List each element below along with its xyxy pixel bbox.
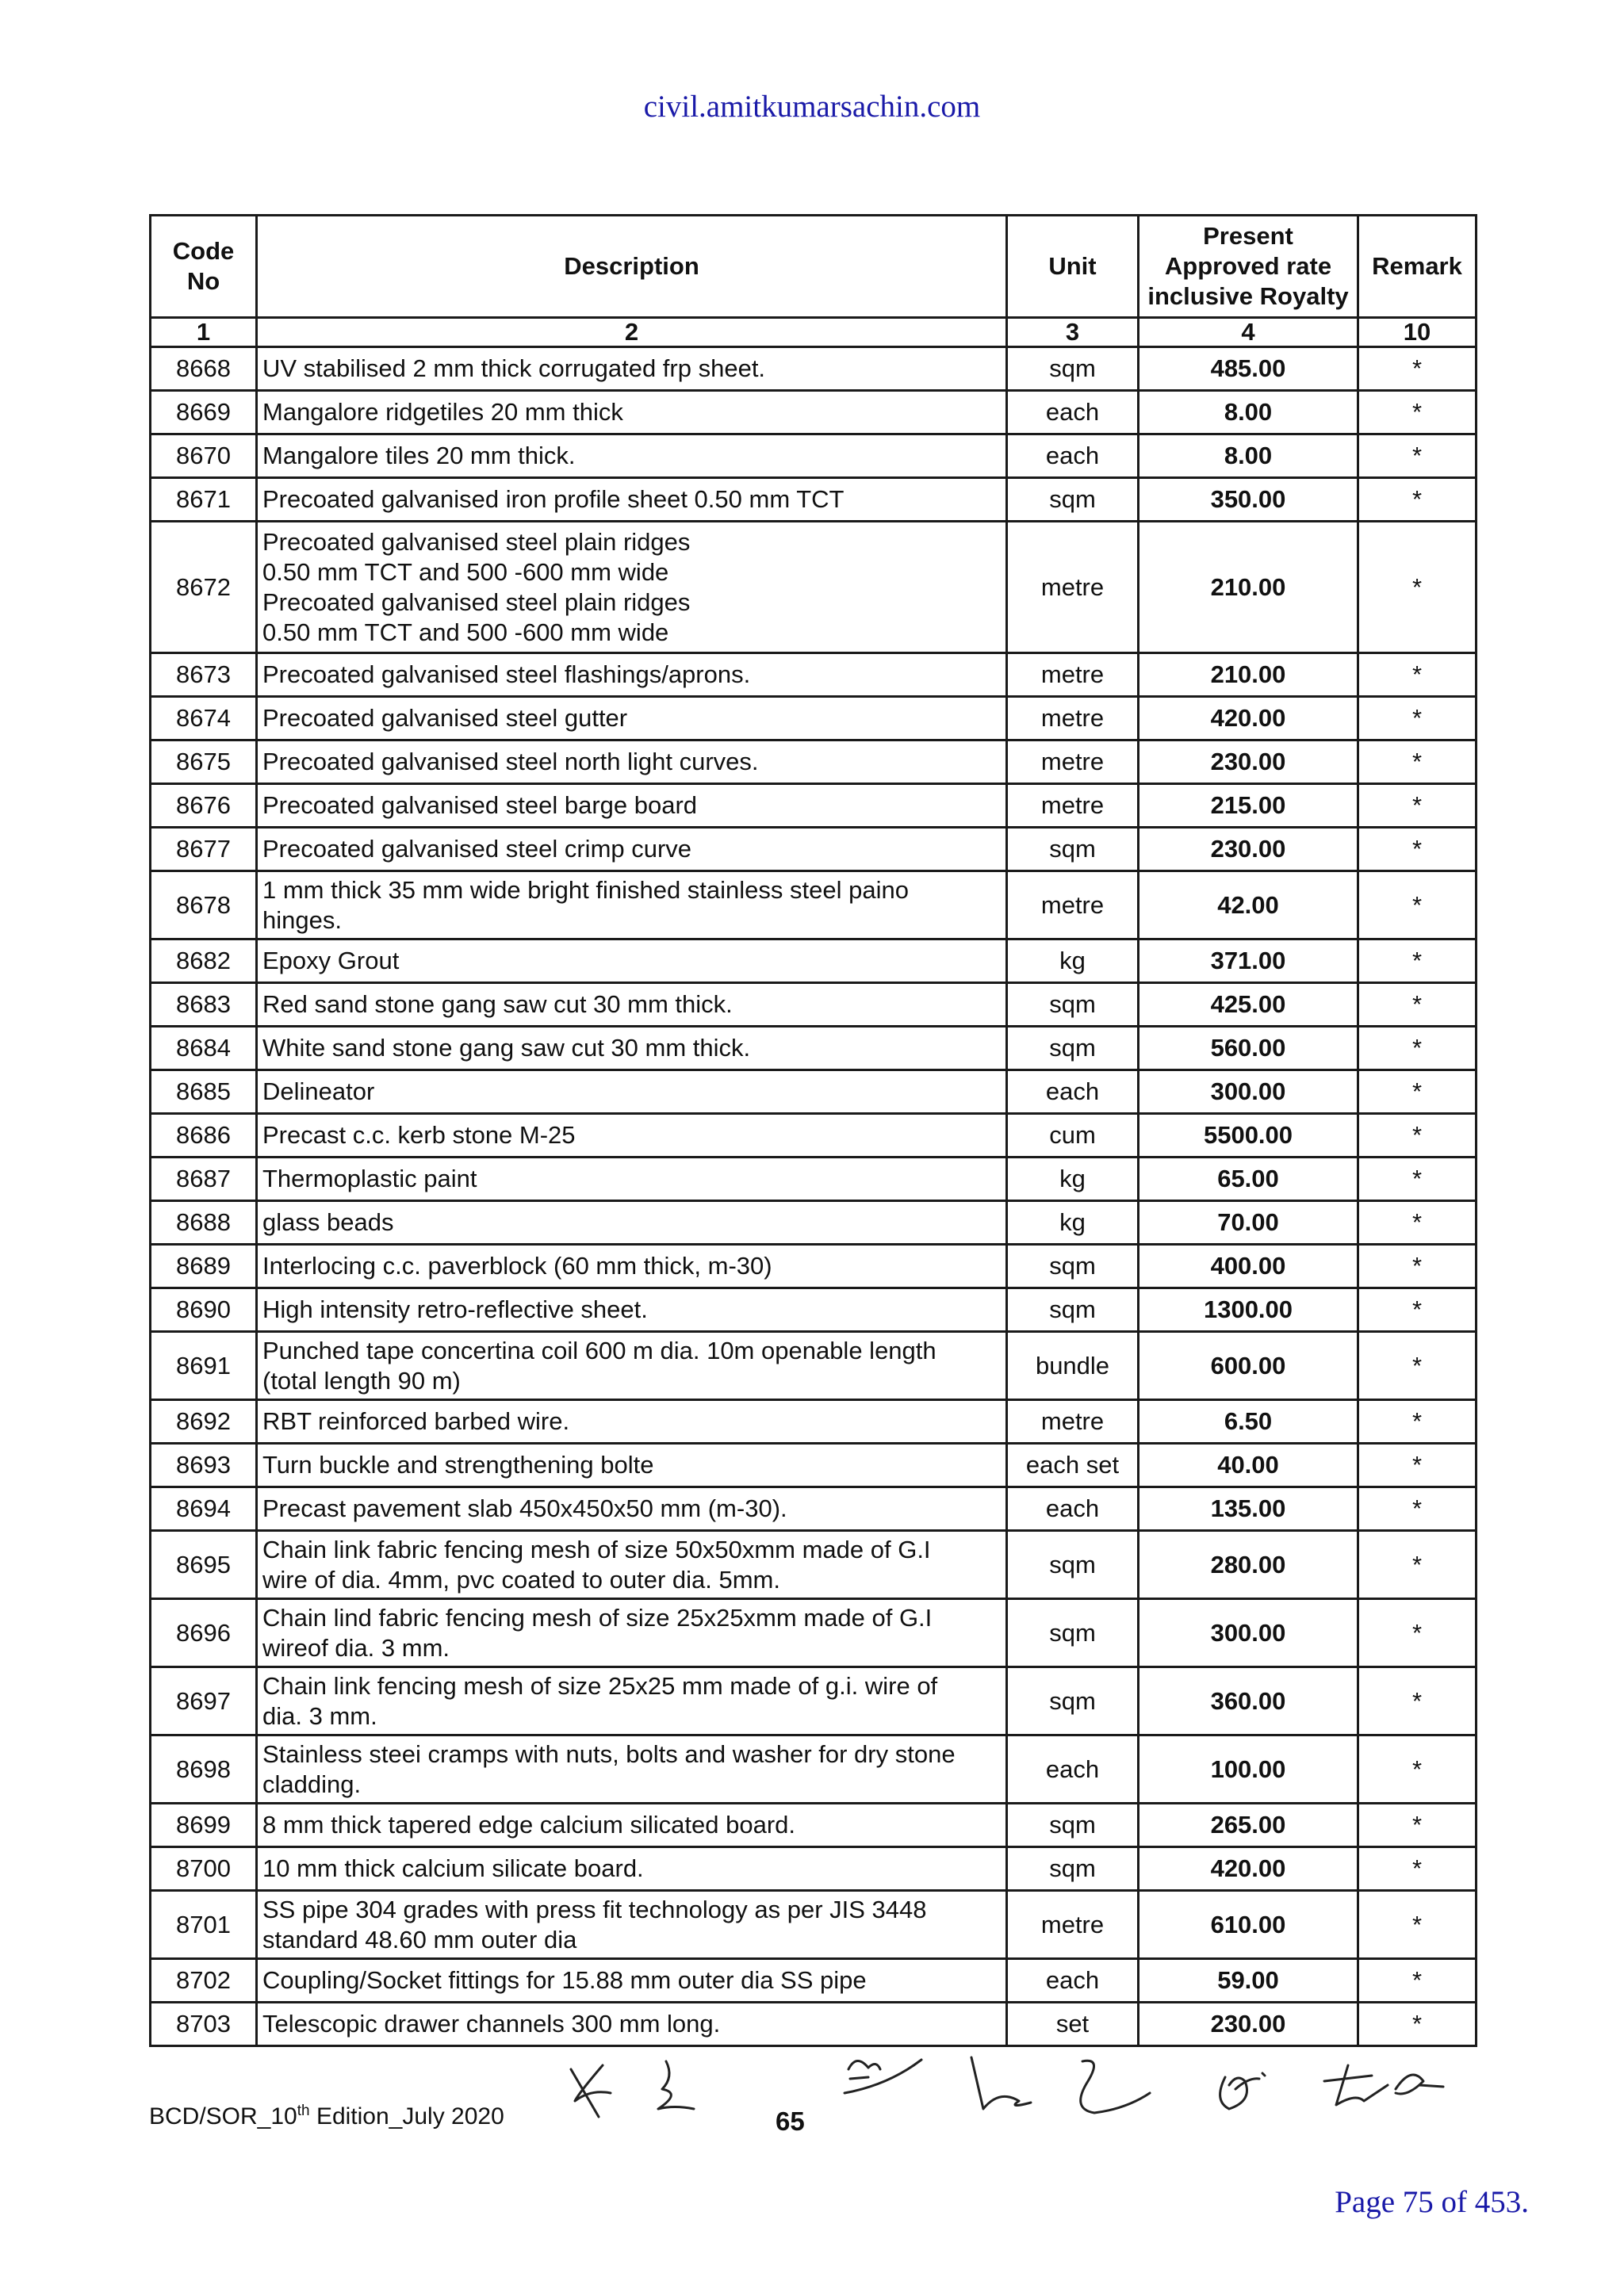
rate-cell: 560.00	[1139, 1027, 1358, 1070]
remark-cell: *	[1358, 478, 1477, 522]
description-cell	[257, 1400, 1007, 1444]
description-line: UV stabilised 2 mm thick corrugated frp sheet.	[262, 354, 766, 382]
description-cell	[257, 391, 1007, 434]
remark-cell: *	[1358, 697, 1477, 740]
rate-cell: 5500.00	[1139, 1114, 1358, 1158]
unit-cell: each	[1007, 1487, 1139, 1531]
description-line: 10 mm thick calcium silicate board.	[262, 1854, 644, 1882]
description-cell	[257, 828, 1007, 871]
unit-cell: metre	[1007, 871, 1139, 939]
description-line: Punched tape concertina coil 600 m dia. 10m openable length	[262, 1336, 936, 1364]
table-row	[151, 784, 1477, 828]
description-line: Precoated galvanised iron profile sheet 0.50 mm TCT	[262, 485, 845, 513]
rate-cell: 610.00	[1139, 1891, 1358, 1959]
rate-cell: 360.00	[1139, 1667, 1358, 1735]
table-row	[151, 1201, 1477, 1245]
description-cell	[257, 871, 1007, 939]
col-number: 4	[1139, 318, 1358, 347]
description-line: Precast c.c. kerb stone M-25	[262, 1121, 576, 1149]
signature-2	[658, 2061, 694, 2109]
description-line: Precoated galvanised steel barge board	[262, 791, 698, 819]
remark-cell: *	[1358, 828, 1477, 871]
description-line: dia. 3 mm.	[262, 1701, 377, 1730]
remark-cell: *	[1358, 522, 1477, 653]
code-cell: 8685	[151, 1070, 257, 1114]
rate-cell: 8.00	[1139, 391, 1358, 434]
code-cell: 8697	[151, 1667, 257, 1735]
description-cell	[257, 740, 1007, 784]
description-cell	[257, 1735, 1007, 1804]
unit-cell: each	[1007, 1959, 1139, 2003]
description-line: 0.50 mm TCT and 500 -600 mm wide	[262, 618, 669, 646]
table-row	[151, 434, 1477, 478]
description-cell	[257, 1959, 1007, 2003]
unit-cell: sqm	[1007, 828, 1139, 871]
signature-5	[1081, 2061, 1150, 2113]
rate-cell: 1300.00	[1139, 1288, 1358, 1332]
description-cell	[257, 478, 1007, 522]
description-line: Coupling/Socket fittings for 15.88 mm outer dia SS pipe	[262, 1966, 867, 1994]
description-line: RBT reinforced barbed wire.	[262, 1407, 570, 1435]
rate-cell: 6.50	[1139, 1400, 1358, 1444]
remark-cell: *	[1358, 1245, 1477, 1288]
rate-cell: 420.00	[1139, 1847, 1358, 1891]
table-row	[151, 983, 1477, 1027]
col-number: 10	[1358, 318, 1477, 347]
remark-cell: *	[1358, 871, 1477, 939]
description-line: Chain link fencing mesh of size 25x25 mm made of g.i. wire of	[262, 1671, 938, 1700]
table-row	[151, 1804, 1477, 1847]
col-header-rate: Present Approved rate inclusive Royalty	[1139, 216, 1358, 318]
description-cell	[257, 1804, 1007, 1847]
rate-cell: 485.00	[1139, 347, 1358, 391]
code-cell: 8698	[151, 1735, 257, 1804]
code-cell: 8684	[151, 1027, 257, 1070]
unit-cell: sqm	[1007, 1027, 1139, 1070]
unit-cell: each	[1007, 434, 1139, 478]
description-cell	[257, 2003, 1007, 2046]
rate-cell: 100.00	[1139, 1735, 1358, 1804]
remark-cell: *	[1358, 1114, 1477, 1158]
column-number-row	[151, 318, 1477, 347]
rate-cell: 350.00	[1139, 478, 1358, 522]
col-number: 2	[257, 318, 1007, 347]
description-line: Precoated galvanised steel flashings/aprons.	[262, 660, 751, 688]
code-cell: 8689	[151, 1245, 257, 1288]
table-row	[151, 1667, 1477, 1735]
col-header-unit: Unit	[1007, 216, 1139, 318]
description-cell	[257, 1201, 1007, 1245]
description-line: White sand stone gang saw cut 30 mm thick.	[262, 1034, 751, 1062]
description-line: (total length 90 m)	[262, 1366, 461, 1395]
header-row	[151, 216, 1477, 318]
unit-cell: each	[1007, 1070, 1139, 1114]
description-line: Chain link fabric fencing mesh of size 50x50xmm made of G.I	[262, 1535, 931, 1563]
code-cell: 8674	[151, 697, 257, 740]
rate-cell: 135.00	[1139, 1487, 1358, 1531]
remark-cell: *	[1358, 1444, 1477, 1487]
table-body	[151, 347, 1477, 2046]
code-cell: 8691	[151, 1332, 257, 1400]
description-cell	[257, 697, 1007, 740]
unit-cell: metre	[1007, 784, 1139, 828]
remark-cell: *	[1358, 740, 1477, 784]
rate-cell: 230.00	[1139, 828, 1358, 871]
unit-cell: kg	[1007, 939, 1139, 983]
col-number: 3	[1007, 318, 1139, 347]
code-cell: 8693	[151, 1444, 257, 1487]
code-cell: 8702	[151, 1959, 257, 2003]
remark-cell: *	[1358, 2003, 1477, 2046]
unit-cell: sqm	[1007, 1847, 1139, 1891]
table-row	[151, 522, 1477, 653]
description-cell	[257, 1891, 1007, 1959]
code-cell: 8673	[151, 653, 257, 697]
rate-cell: 420.00	[1139, 697, 1358, 740]
rate-cell: 371.00	[1139, 939, 1358, 983]
unit-cell: sqm	[1007, 1599, 1139, 1667]
rate-cell: 300.00	[1139, 1599, 1358, 1667]
unit-cell: metre	[1007, 697, 1139, 740]
code-cell: 8670	[151, 434, 257, 478]
signature-7	[1324, 2065, 1443, 2105]
unit-cell: sqm	[1007, 1288, 1139, 1332]
signature-1	[571, 2065, 611, 2117]
description-line: Precoated galvanised steel gutter	[262, 704, 628, 732]
remark-cell: *	[1358, 939, 1477, 983]
description-cell	[257, 983, 1007, 1027]
code-cell: 8701	[151, 1891, 257, 1959]
remark-cell: *	[1358, 391, 1477, 434]
remark-cell: *	[1358, 983, 1477, 1027]
unit-cell: sqm	[1007, 983, 1139, 1027]
remark-cell: *	[1358, 1027, 1477, 1070]
code-cell: 8671	[151, 478, 257, 522]
code-cell: 8703	[151, 2003, 257, 2046]
description-cell	[257, 1158, 1007, 1201]
description-line: Turn buckle and strengthening bolte	[262, 1451, 654, 1479]
unit-cell: metre	[1007, 740, 1139, 784]
remark-cell: *	[1358, 1288, 1477, 1332]
table-row	[151, 347, 1477, 391]
description-line: High intensity retro-reflective sheet.	[262, 1295, 648, 1323]
description-line: Mangalore tiles 20 mm thick.	[262, 442, 576, 469]
description-line: Chain lind fabric fencing mesh of size 25x25xmm made of G.I	[262, 1603, 933, 1632]
description-line: wireof dia. 3 mm.	[262, 1633, 450, 1662]
table-row	[151, 1599, 1477, 1667]
description-line: glass beads	[262, 1208, 394, 1236]
description-cell	[257, 1531, 1007, 1599]
rate-cell: 59.00	[1139, 1959, 1358, 2003]
table-row	[151, 1245, 1477, 1288]
rate-table	[149, 214, 1477, 2047]
description-cell	[257, 1114, 1007, 1158]
description-cell	[257, 1667, 1007, 1735]
description-cell	[257, 1288, 1007, 1332]
rate-cell: 600.00	[1139, 1332, 1358, 1400]
remark-cell: *	[1358, 1959, 1477, 2003]
unit-cell: sqm	[1007, 347, 1139, 391]
edition-footer: BCD/SOR_10th Edition_July 2020	[149, 2103, 504, 2130]
description-line: Precoated galvanised steel plain ridges	[262, 587, 691, 616]
description-cell	[257, 1599, 1007, 1667]
code-cell: 8694	[151, 1487, 257, 1531]
description-cell	[257, 1332, 1007, 1400]
description-cell	[257, 784, 1007, 828]
pdf-page-indicator: Page 75 of 453.	[1335, 2185, 1529, 2219]
col-header-remark: Remark	[1358, 216, 1477, 318]
remark-cell: *	[1358, 1332, 1477, 1400]
description-cell	[257, 1444, 1007, 1487]
code-cell: 8700	[151, 1847, 257, 1891]
code-cell: 8668	[151, 347, 257, 391]
description-cell	[257, 1487, 1007, 1531]
description-cell	[257, 653, 1007, 697]
rate-cell: 65.00	[1139, 1158, 1358, 1201]
col-header-code: Code No	[151, 216, 257, 318]
table-row	[151, 1027, 1477, 1070]
description-cell	[257, 1245, 1007, 1288]
description-cell	[257, 1070, 1007, 1114]
table-row	[151, 478, 1477, 522]
code-cell: 8687	[151, 1158, 257, 1201]
code-cell: 8669	[151, 391, 257, 434]
table-row	[151, 1959, 1477, 2003]
remark-cell: *	[1358, 1487, 1477, 1531]
table-row	[151, 1735, 1477, 1804]
remark-cell: *	[1358, 1201, 1477, 1245]
description-line: 8 mm thick tapered edge calcium silicated board.	[262, 1811, 795, 1839]
unit-cell: kg	[1007, 1158, 1139, 1201]
description-cell	[257, 939, 1007, 983]
code-cell: 8692	[151, 1400, 257, 1444]
rate-cell: 400.00	[1139, 1245, 1358, 1288]
remark-cell: *	[1358, 1735, 1477, 1804]
remark-cell: *	[1358, 1400, 1477, 1444]
signature-6	[1220, 2073, 1265, 2109]
rate-cell: 210.00	[1139, 522, 1358, 653]
unit-cell: sqm	[1007, 1804, 1139, 1847]
remark-cell: *	[1358, 347, 1477, 391]
table-row	[151, 828, 1477, 871]
site-link[interactable]: civil.amitkumarsachin.com	[643, 90, 981, 124]
code-cell: 8699	[151, 1804, 257, 1847]
remark-cell: *	[1358, 1847, 1477, 1891]
remark-cell: *	[1358, 1531, 1477, 1599]
code-cell: 8677	[151, 828, 257, 871]
unit-cell: set	[1007, 2003, 1139, 2046]
unit-cell: each	[1007, 1735, 1139, 1804]
code-cell: 8675	[151, 740, 257, 784]
table-row	[151, 1444, 1477, 1487]
code-cell: 8676	[151, 784, 257, 828]
remark-cell: *	[1358, 784, 1477, 828]
description-line: Stainless steei cramps with nuts, bolts and washer for dry stone	[262, 1739, 956, 1768]
rate-cell: 40.00	[1139, 1444, 1358, 1487]
table-row	[151, 871, 1477, 939]
signature-4	[971, 2057, 1031, 2109]
description-line: Interlocing c.c. paverblock (60 mm thick, m-30)	[262, 1252, 772, 1280]
remark-cell: *	[1358, 1667, 1477, 1735]
remark-cell: *	[1358, 1070, 1477, 1114]
table-row	[151, 740, 1477, 784]
rate-cell: 280.00	[1139, 1531, 1358, 1599]
description-line: SS pipe 304 grades with press fit technology as per JIS 3448	[262, 1895, 927, 1923]
table-row	[151, 1114, 1477, 1158]
remark-cell: *	[1358, 1891, 1477, 1959]
remark-cell: *	[1358, 653, 1477, 697]
table-row	[151, 1158, 1477, 1201]
table-row	[151, 1400, 1477, 1444]
unit-cell: sqm	[1007, 1245, 1139, 1288]
description-line: Red sand stone gang saw cut 30 mm thick.	[262, 990, 733, 1018]
rate-cell: 210.00	[1139, 653, 1358, 697]
description-line: Precoated galvanised steel north light curves.	[262, 748, 759, 775]
table-row	[151, 1531, 1477, 1599]
code-cell: 8696	[151, 1599, 257, 1667]
unit-cell: metre	[1007, 1891, 1139, 1959]
unit-cell: sqm	[1007, 1667, 1139, 1735]
table-row	[151, 1847, 1477, 1891]
table-row	[151, 1891, 1477, 1959]
unit-cell: bundle	[1007, 1332, 1139, 1400]
unit-cell: each	[1007, 391, 1139, 434]
signatures	[555, 2045, 1491, 2133]
unit-cell: metre	[1007, 653, 1139, 697]
unit-cell: cum	[1007, 1114, 1139, 1158]
code-cell: 8690	[151, 1288, 257, 1332]
unit-cell: metre	[1007, 522, 1139, 653]
rate-cell: 42.00	[1139, 871, 1358, 939]
remark-cell: *	[1358, 1804, 1477, 1847]
signature-3	[845, 2060, 921, 2093]
description-line: Thermoplastic paint	[262, 1165, 477, 1192]
remark-cell: *	[1358, 434, 1477, 478]
description-cell	[257, 434, 1007, 478]
code-cell: 8686	[151, 1114, 257, 1158]
description-line: Precoated galvanised steel plain ridges	[262, 527, 691, 556]
table-row	[151, 2003, 1477, 2046]
unit-cell: kg	[1007, 1201, 1139, 1245]
unit-cell: metre	[1007, 1400, 1139, 1444]
description-line: 0.50 mm TCT and 500 -600 mm wide	[262, 557, 669, 586]
code-cell: 8688	[151, 1201, 257, 1245]
rate-cell: 300.00	[1139, 1070, 1358, 1114]
rate-cell: 8.00	[1139, 434, 1358, 478]
remark-cell: *	[1358, 1599, 1477, 1667]
table-row	[151, 1487, 1477, 1531]
rate-cell: 230.00	[1139, 740, 1358, 784]
description-cell	[257, 347, 1007, 391]
unit-cell: sqm	[1007, 1531, 1139, 1599]
description-line: Telescopic drawer channels 300 mm long.	[262, 2010, 721, 2038]
table-row	[151, 697, 1477, 740]
description-line: Precast pavement slab 450x450x50 mm (m-30).	[262, 1494, 787, 1522]
remark-cell: *	[1358, 1158, 1477, 1201]
rate-cell: 215.00	[1139, 784, 1358, 828]
rate-cell: 230.00	[1139, 2003, 1358, 2046]
page-number: 65	[776, 2107, 805, 2136]
description-line: hinges.	[262, 905, 342, 934]
description-line: Epoxy Grout	[262, 947, 400, 974]
code-cell: 8695	[151, 1531, 257, 1599]
table-row	[151, 1288, 1477, 1332]
rate-cell: 425.00	[1139, 983, 1358, 1027]
description-line: cladding.	[262, 1770, 362, 1798]
description-line: wire of dia. 4mm, pvc coated to outer dia. 5mm.	[262, 1565, 780, 1594]
description-cell	[257, 1847, 1007, 1891]
rate-cell: 70.00	[1139, 1201, 1358, 1245]
table-row	[151, 391, 1477, 434]
code-cell: 8683	[151, 983, 257, 1027]
table-row	[151, 1070, 1477, 1114]
code-cell: 8682	[151, 939, 257, 983]
description-line: Mangalore ridgetiles 20 mm thick	[262, 398, 623, 426]
code-cell: 8678	[151, 871, 257, 939]
col-number: 1	[151, 318, 257, 347]
description-line: Delineator	[262, 1077, 375, 1105]
table-row	[151, 653, 1477, 697]
description-line: 1 mm thick 35 mm wide bright finished stainless steel paino	[262, 875, 909, 904]
table-row	[151, 1332, 1477, 1400]
unit-cell: sqm	[1007, 478, 1139, 522]
rate-cell: 265.00	[1139, 1804, 1358, 1847]
table-row	[151, 939, 1477, 983]
unit-cell: each set	[1007, 1444, 1139, 1487]
code-cell: 8672	[151, 522, 257, 653]
description-line: Precoated galvanised steel crimp curve	[262, 835, 692, 863]
description-cell	[257, 522, 1007, 653]
description-cell	[257, 1027, 1007, 1070]
description-line: standard 48.60 mm outer dia	[262, 1925, 577, 1954]
col-header-description: Description	[257, 216, 1007, 318]
